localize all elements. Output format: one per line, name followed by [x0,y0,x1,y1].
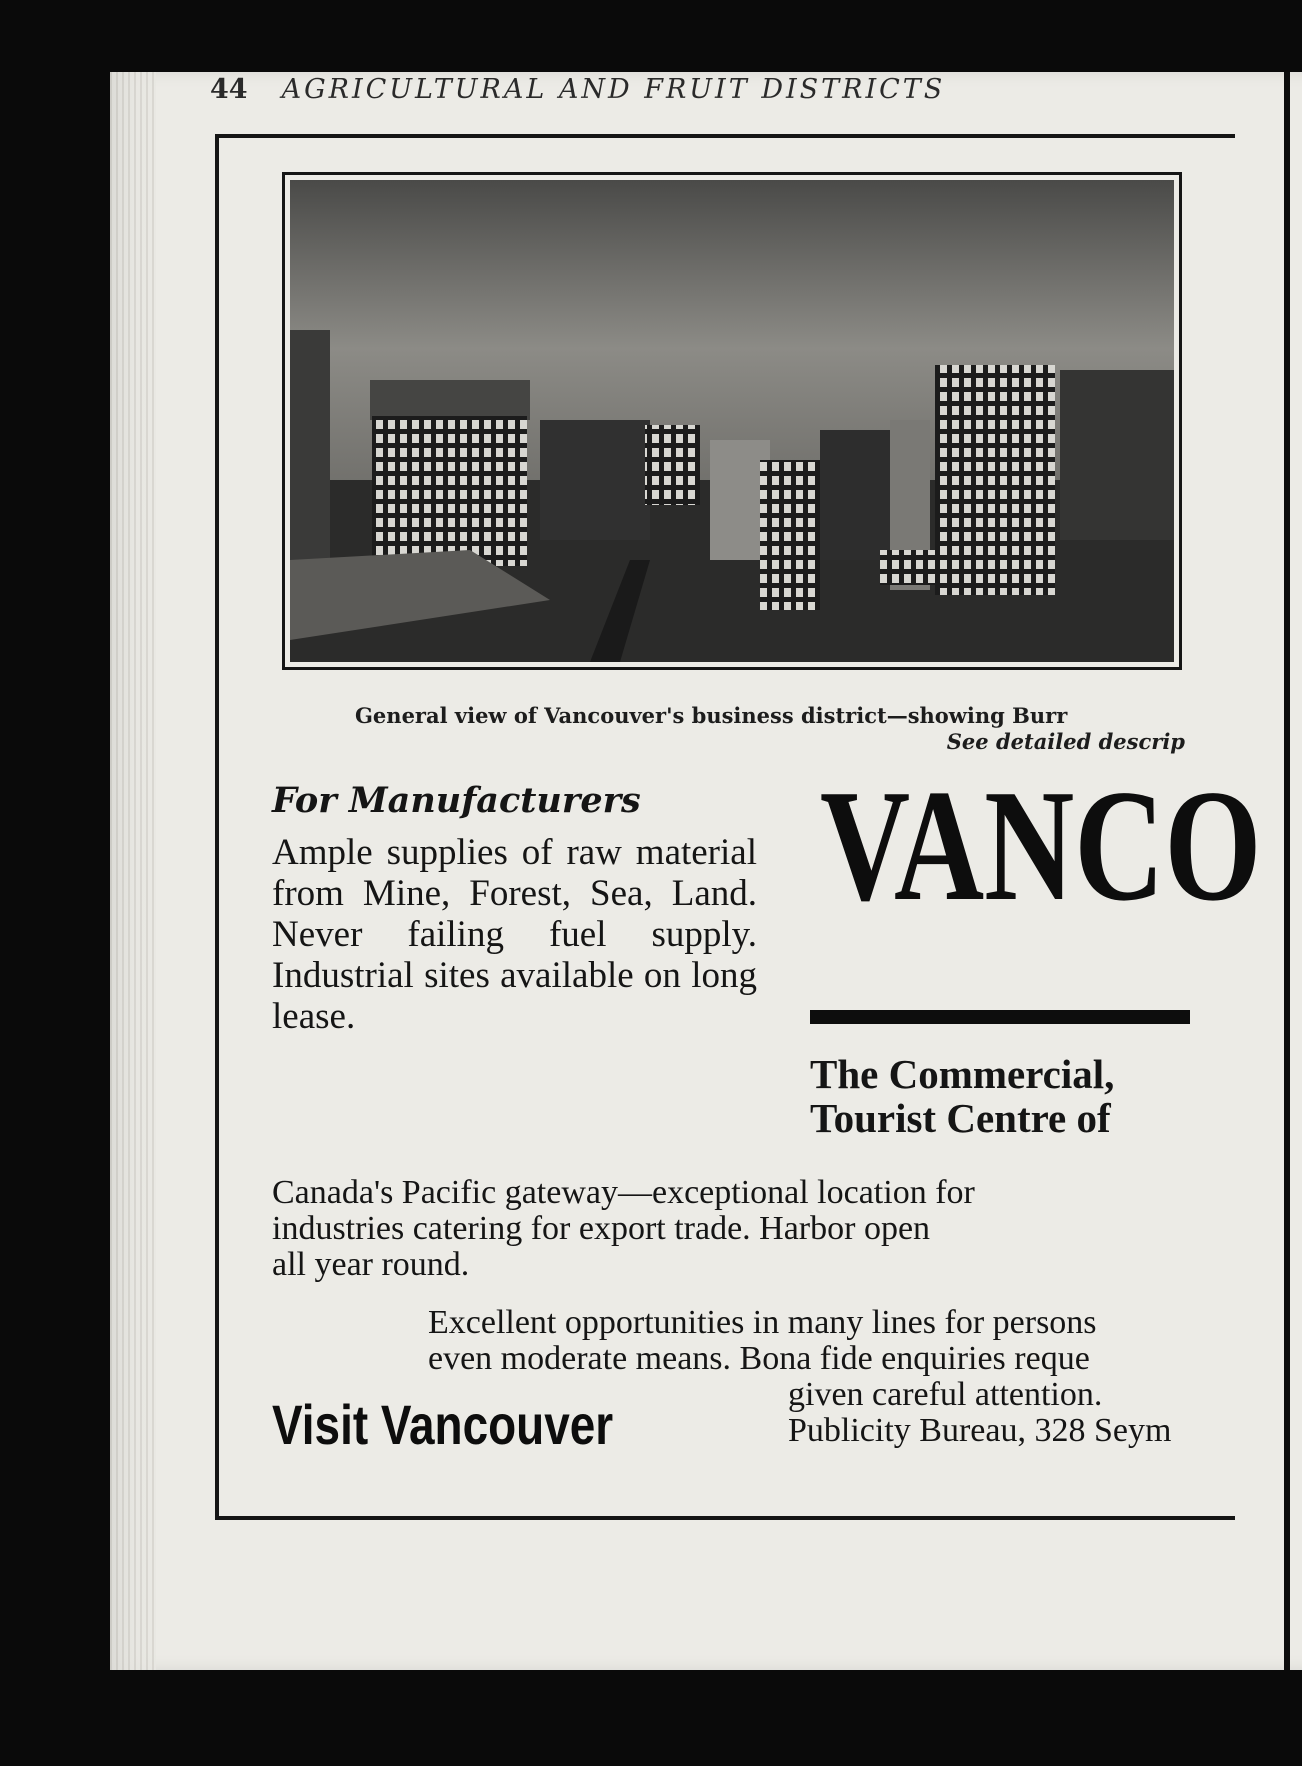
gateway-line-1: Canada's Pacific gateway—exceptional location for [272,1174,975,1211]
enquiry-line-2: Publicity Bureau, 328 Seym [788,1412,1172,1449]
opportunities-line-2: even moderate means. Bona fide enquiries reque [428,1340,1090,1377]
gateway-paragraph [272,1175,1192,1283]
manufacturers-text: Ample supplies of raw material from Mine, Forest, Sea, Land. Never failing fuel supply. Industrial sites available on long lease. [272,832,757,1037]
enquiry-line-1: given careful attention. [788,1376,1103,1413]
tagline-line-2: Tourist Centre of [810,1095,1111,1141]
gateway-line-3: all year round. [272,1246,470,1283]
advertisement-bottom-rule [215,1516,1215,1520]
city-masthead: VANCO [820,756,1262,934]
manufacturers-heading: For Manufacturers [272,780,641,821]
tagline-line-1: The Commercial, [810,1051,1115,1097]
running-title: AGRICULTURAL AND FRUIT DISTRICTS [281,74,946,105]
caption-line-1: General view of Vancouver's business district—showing Burr [355,703,1068,728]
masthead-rule [810,1010,1190,1024]
page-gutter [110,72,156,1670]
opportunities-line-1: Excellent opportunities in many lines for persons [428,1304,1097,1341]
page-number: 44 [210,74,248,105]
gateway-line-2: industries catering for export trade. Harbor open [272,1210,931,1247]
masthead-tagline [810,1052,1210,1140]
opportunities-paragraph [428,1305,1208,1377]
binding-edge [1284,72,1290,1670]
page-header [210,74,1110,114]
skyline-picture [290,180,1174,662]
photo-caption [355,703,1185,755]
city-photograph [282,172,1182,670]
enquiry-paragraph [788,1377,1208,1449]
visit-vancouver-slogan: Visit Vancouver [272,1393,614,1456]
caption-line-2: See detailed descrip [946,729,1185,754]
